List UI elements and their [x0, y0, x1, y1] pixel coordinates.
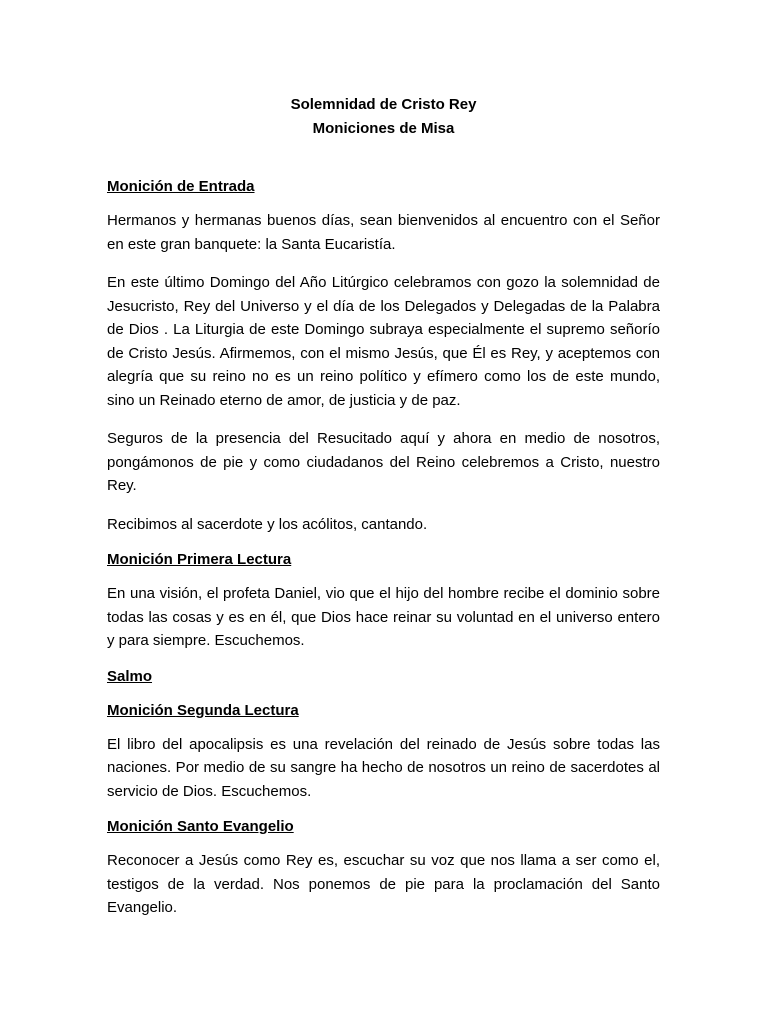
section-heading-segunda-lectura: Monición Segunda Lectura: [107, 701, 299, 719]
paragraph: En una visión, el profeta Daniel, vio que el hijo del hombre recibe el dominio sobre todas las cosas y es en él, que Dios hace reinar su voluntad en el universo entero y para siempre. Escuchemos.: [107, 585, 660, 649]
paragraph: Seguros de la presencia del Resucitado aquí y ahora en medio de nosotros, pongámonos de pie y como ciudadanos del Reino celebremos a Cristo, nuestro Rey.: [107, 430, 660, 494]
paragraph: Reconocer a Jesús como Rey es, escuchar su voz que nos llama a ser como el, testigos de la verdad. Nos ponemos de pie para la proclamación del Santo Evangelio.: [107, 852, 660, 916]
paragraph: Hermanos y hermanas buenos días, sean bienvenidos al encuentro con el Señor en este gran banquete: la Santa Eucaristía.: [107, 212, 660, 253]
section-heading-entrada: Monición de Entrada: [107, 178, 255, 195]
section-heading-salmo: Salmo: [107, 667, 153, 685]
paragraph: El libro del apocalipsis es una revelación del reinado de Jesús sobre todas las naciones. Por medio de su sangre ha hecho de nosotros un reino de sacerdotes al servicio de Dios. Escuchemos.: [107, 735, 660, 800]
title-block: [107, 93, 660, 141]
section-heading-primera-lectura: Monición Primera Lectura: [107, 551, 292, 568]
section-heading-evangelio: Monición Santo Evangelio: [107, 818, 294, 835]
paragraph: Recibimos al sacerdote y los acólitos, cantando.: [107, 515, 428, 533]
paragraph: En este último Domingo del Año Litúrgico celebramos con gozo la solemnidad de Jesucristo, Rey del Universo y el día de los Delegados y Delegadas de la Palabra de Dios . La Liturgia de este Domingo subraya especialmente el supremo señorío de Cristo Jesús. Afirmemos, con el mismo Jesús, que Él es Rey, y aceptemos con alegría que su reino no es un reino político y efímero como los de este mundo, sino un Reinado eterno de amor, de justicia y de paz.: [107, 274, 660, 409]
document-title: Solemnidad de Cristo Rey: [290, 96, 477, 113]
document-subtitle: Moniciones de Misa: [312, 120, 455, 137]
document-page: [107, 93, 660, 920]
